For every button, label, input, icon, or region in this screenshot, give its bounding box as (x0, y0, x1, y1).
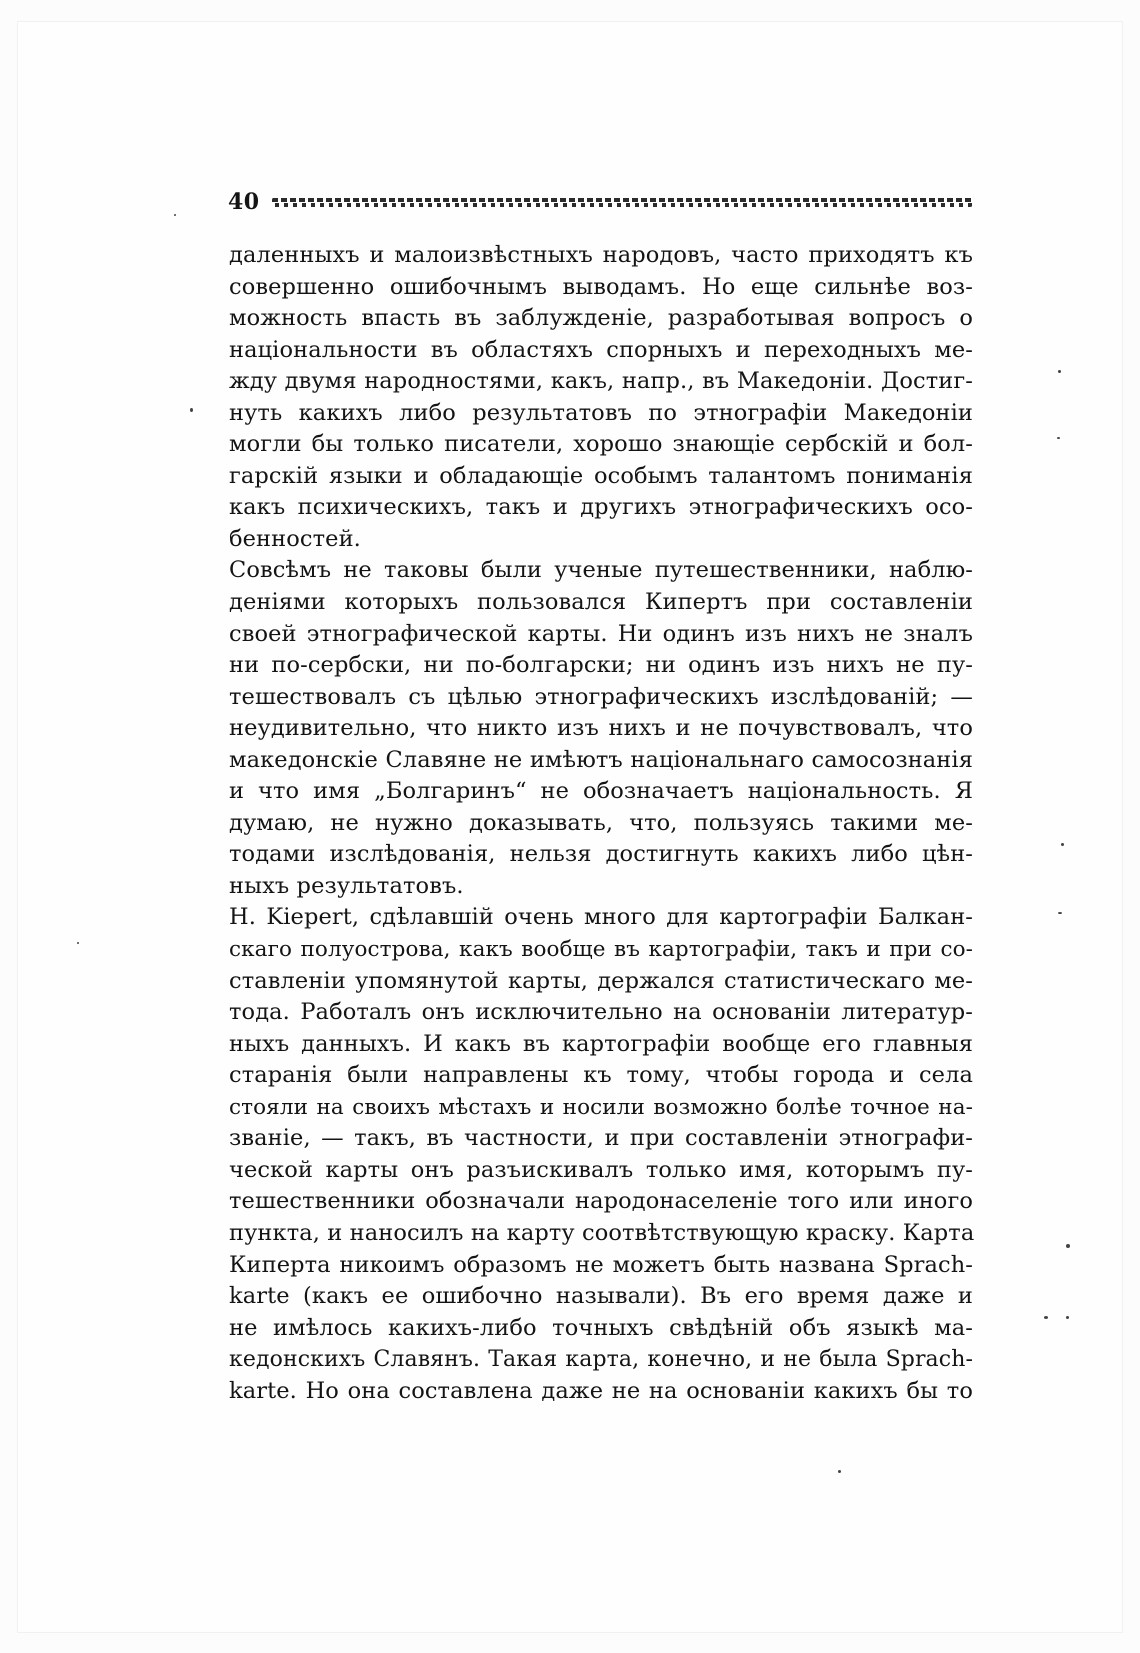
scan-speck (1066, 1244, 1070, 1248)
text-line: ныхъ данныхъ. И какъ въ картографіи вообще его главныя (229, 1030, 973, 1057)
scan-speck (838, 1470, 841, 1473)
scan-speck (190, 408, 193, 412)
scan-speck (174, 214, 176, 216)
text-line: національности въ областяхъ спорныхъ и переходныхъ ме- (229, 336, 973, 363)
text-line: могли бы только писатели, хорошо знающіе сербскій и бол- (229, 431, 973, 458)
text-line: какъ психическихъ, такъ и другихъ этнографическихъ осо- (229, 494, 973, 521)
text-line: гарскій языки и обладающіе особымъ талантомъ пониманія (229, 462, 973, 489)
text-line: ныхъ результатовъ. (229, 872, 464, 899)
text-line: думаю, не нужно доказывать, что, пользуясь такими ме- (229, 809, 973, 836)
text-line: ческой карты онъ разъискивалъ только имя, которымъ пу- (229, 1156, 973, 1183)
text-line: можность впасть въ заблужденіе, разработывая вопросъ о (229, 305, 973, 332)
text-line: не имѣлось какихъ-либо точныхъ свѣдѣній объ языкѣ ма- (229, 1314, 973, 1341)
text-line: karte (какъ ее ошибочно называли). Въ его время даже и (229, 1283, 973, 1310)
text-line: стояли на своихъ мѣстахъ и носили возможно болѣе точное на- (229, 1094, 973, 1120)
text-line: тешествовалъ съ цѣлью этнографическихъ изслѣдованій; — (229, 683, 973, 710)
text-line: H. Kiepert, сдѣлавшій очень много для картографіи Балкан- (229, 904, 973, 931)
text-line: пункта, и наносилъ на карту соотвѣтствующую краску. Карта (229, 1219, 975, 1246)
text-line: даленныхъ и малоизвѣстныхъ народовъ, часто приходятъ къ (229, 242, 973, 268)
text-line: Совсѣмъ не таковы были ученые путешественники, наблю- (229, 557, 973, 584)
page-number: 40 (228, 189, 260, 215)
scan-speck (1044, 1316, 1048, 1319)
text-line: тодами изслѣдованія, нельзя достигнуть какихъ либо цѣн- (229, 841, 973, 868)
text-line: ни по-сербски, ни по-болгарски; ни одинъ изъ нихъ не пу- (229, 652, 973, 679)
text-line: нуть какихъ либо результатовъ по этнографіи Македоніи (229, 399, 973, 426)
body-text (229, 240, 973, 1407)
scan-speck (1061, 843, 1064, 846)
text-line: тешественники обозначали народонаселеніе того или иного (229, 1188, 973, 1215)
text-line: скаго полуострова, какъ вообще въ картографіи, такъ и при со- (229, 937, 973, 963)
page-header (228, 186, 973, 218)
text-line: старанія были направлены къ тому, чтобы города и села (229, 1062, 973, 1089)
text-line: кедонскихъ Славянъ. Такая карта, конечно, и не была Sprach- (229, 1347, 973, 1373)
text-line: ставленіи упомянутой карты, держался статистическаго ме- (229, 967, 973, 994)
text-line: жду двумя народностями, какъ, напр., въ Македоніи. Достиг- (229, 368, 973, 395)
scan-speck (77, 942, 79, 944)
ornamental-rule (272, 197, 973, 207)
text-line: деніями которыхъ пользовался Кипертъ при составленіи (229, 589, 973, 616)
text-line: karte. Но она составлена даже не на основаніи какихъ бы то (229, 1377, 973, 1404)
text-line: и что имя „Болгаринъ“ не обозначаетъ національность. Я (229, 778, 973, 805)
scan-speck (1058, 370, 1061, 373)
text-line: тода. Работалъ онъ исключительно на основаніи литератур- (229, 999, 973, 1026)
scan-speck (1066, 1316, 1069, 1319)
scan-speck (1057, 437, 1060, 439)
text-line: бенностей. (229, 525, 361, 552)
text-line: совершенно ошибочнымъ выводамъ. Но еще сильнѣе воз- (229, 273, 973, 300)
text-line: званіе, — такъ, въ частности, и при составленіи этнографи- (229, 1125, 973, 1152)
text-line: неудивительно, что никто изъ нихъ и не почувствовалъ, что (229, 715, 973, 742)
text-line: своей этнографической карты. Ни одинъ изъ нихъ не зналъ (229, 620, 973, 647)
scan-speck (1058, 912, 1062, 914)
text-line: македонскіе Славяне не имѣютъ національнаго самосознанія (229, 746, 973, 773)
text-line: Киперта никоимъ образомъ не можетъ быть названа Sprach- (229, 1251, 973, 1278)
